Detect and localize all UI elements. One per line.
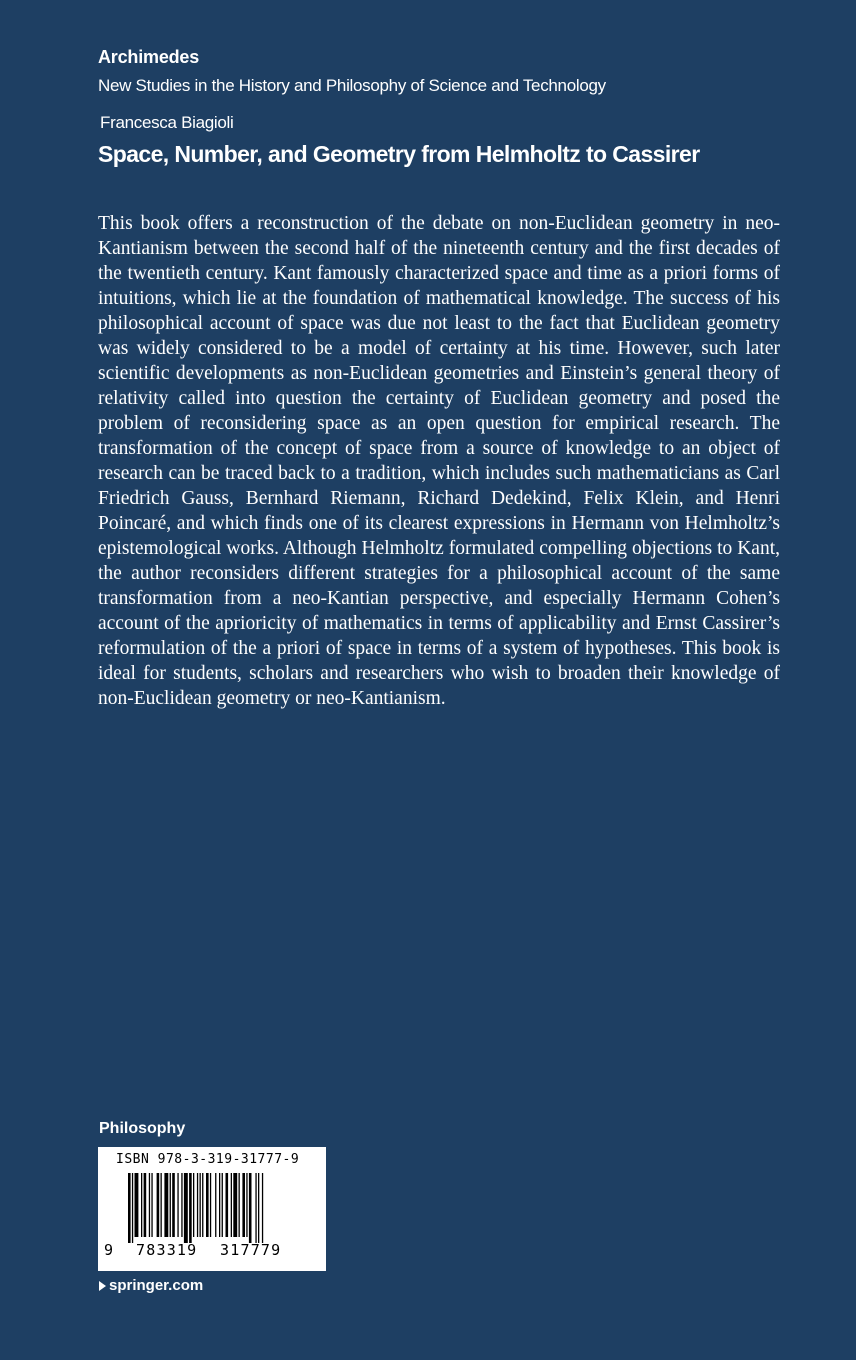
barcode-bar [197, 1173, 198, 1237]
barcode-bar [210, 1173, 211, 1237]
barcode-bar [200, 1173, 201, 1237]
barcode-bar [255, 1173, 256, 1243]
barcode-digits [98, 1241, 326, 1267]
barcode-bar [164, 1173, 168, 1237]
publisher-link-label: springer.com [109, 1277, 204, 1294]
barcode-bar [144, 1173, 147, 1237]
barcode-bar [170, 1173, 171, 1237]
barcode-bar [215, 1173, 216, 1237]
barcode-bar [149, 1173, 150, 1237]
barcode-bar [262, 1173, 263, 1243]
book-description: This book offers a reconstruction of the debate on non-Euclidean geometry in neo-Kantianism between the second half of the nineteenth century and the first decades of the twentieth century. Kant famously characterized space and time as a priori forms of intuitions, which lie at the foundation of mathematical knowledge. The success of his philosophical account of space was due not least to the fact that Euclidean geometry was widely considered to be a model of certainty at his time. However, such later scientific developments as non-Euclidean geometries and Einstein’s general theory of relativity called into question the certainty of Euclidean geometry and posed the problem of reconsidering space as an open question for empirical research. The transformation of the concept of space from a source of knowledge to an object of research can be traced back to a tradition, which includes such mathematicians as Carl Friedrich Gauss, Bernhard Riemann, Richard Dedekind, Felix Klein, and Henri Poincaré, and which finds one of its clearest expressions in Hermann von Helmholtz’s epistemological works. Although Helmholtz formulated compelling objections to Kant, the author reconsiders different strategies for a philosophical account of the same transformation from a neo-Kantian perspective, and especially Hermann Cohen’s account of the aprioricity of mathematics in terms of applicability and Ernst Cassirer’s reformulation of the a priori of space in terms of a system of hypotheses. This book is ideal for students, scholars and researchers who wish to broaden their knowledge of non-Euclidean geometry or neo-Kantianism. [98, 213, 780, 709]
barcode-bar [132, 1173, 133, 1243]
barcode-bar [246, 1173, 247, 1237]
barcode-bar [172, 1173, 175, 1237]
barcode-bar [231, 1173, 232, 1237]
barcode-bar [242, 1173, 245, 1237]
barcode-bar [141, 1173, 142, 1237]
barcode-bars [128, 1173, 304, 1243]
author-name: Francesca Biagioli [100, 113, 234, 132]
barcode-digit-group-1: 783319 [136, 1241, 198, 1259]
isbn-label: ISBN 978-3-319-31777-9 [116, 1152, 300, 1167]
barcode-bar [233, 1173, 237, 1237]
barcode-bar [206, 1173, 209, 1237]
barcode-bar [128, 1173, 131, 1243]
barcode-bar [249, 1173, 252, 1243]
barcode-bar [258, 1173, 259, 1243]
series-block [98, 46, 798, 97]
barcode-bar [184, 1173, 188, 1243]
barcode-bar [135, 1173, 139, 1237]
isbn-barcode [98, 1147, 326, 1271]
book-title: Space, Number, and Geometry from Helmholtz to Cassirer [98, 141, 700, 167]
barcode-bar [181, 1173, 182, 1237]
barcode-digit-group-2: 317779 [220, 1241, 282, 1259]
barcode-bar [219, 1173, 220, 1237]
barcode-bar [157, 1173, 160, 1237]
series-title: Archimedes [98, 47, 200, 67]
publisher-link[interactable] [99, 1276, 203, 1296]
triangle-right-icon [99, 1281, 106, 1291]
barcode-bar [177, 1173, 178, 1237]
barcode-bar [193, 1173, 194, 1237]
barcode-digit-first: 9 [104, 1241, 114, 1259]
barcode-bar [239, 1173, 240, 1237]
barcode-bar [161, 1173, 162, 1237]
barcode-bar [202, 1173, 203, 1237]
barcode-bar [222, 1173, 223, 1237]
barcode-bar [189, 1173, 192, 1243]
barcode-bar [151, 1173, 152, 1237]
barcode-bar [226, 1173, 229, 1237]
subject-category: Philosophy [99, 1120, 186, 1137]
series-subtitle: New Studies in the History and Philosophy of Science and Technology [98, 76, 606, 95]
